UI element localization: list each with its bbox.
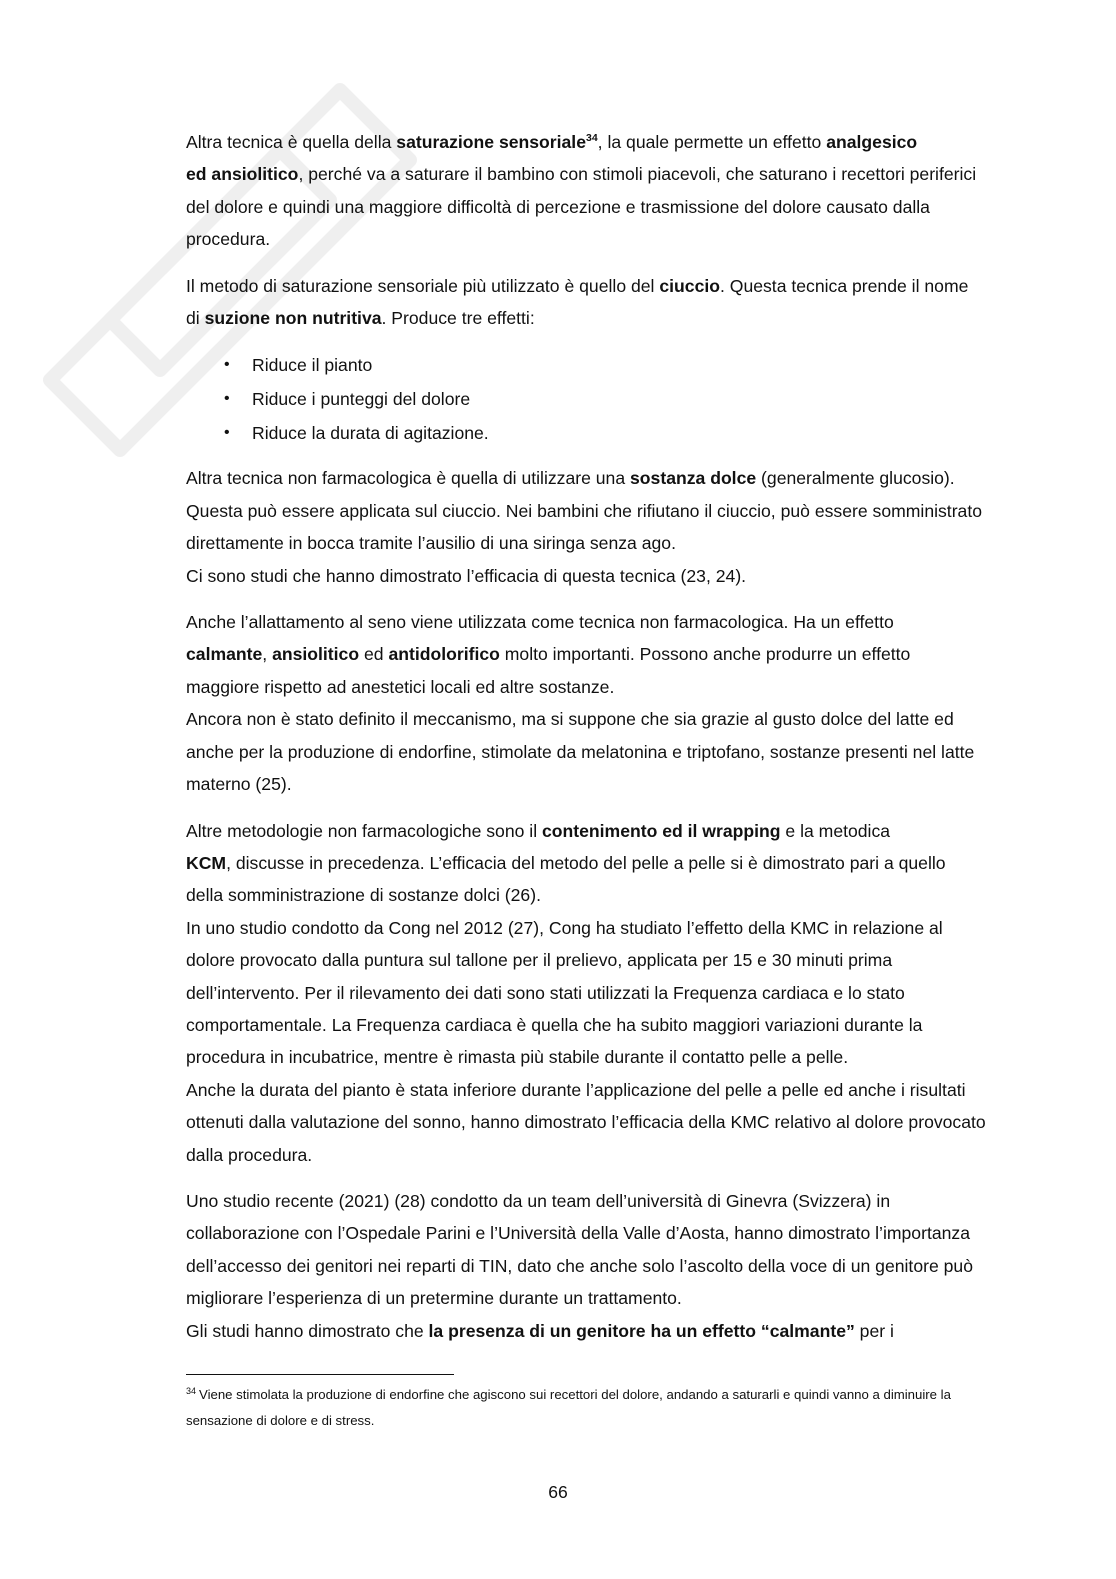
bullet-icon: • [224,390,230,408]
main-text [186,126,986,1361]
list-item: • Riduce la durata di agitazione. [186,416,986,450]
list-item: • Riduce i punteggi del dolore [186,382,986,416]
paragraph-sostanza-dolce: Altra tecnica non farmacologica è quella di utilizzare una sostanza dolce (generalmente glucosio). Questa può essere applicata sul ciuccio. Nei bambini che rifiutano il ciuccio, può essere somministrato direttamente in bocca tramite l’ausilio di una siringa senza ago. Ci sono studi che hanno dimostrato l’efficacia di questa tecnica (23, 24). [186,468,983,586]
page-number: 66 [548,1482,568,1502]
effects-list [186,348,986,450]
bullet-icon: • [224,356,230,374]
footnote-text: Viene stimolata la produzione di endorfine che agiscono sui recettori del dolore, andando a saturarli e quindi vanno a diminuire la sensazione di dolore e di stress. [186,1387,951,1428]
paragraph-saturazione: Altra tecnica è quella della saturazione sensoriale$^{34}$, la quale permette un effetto analgesico ed ansiolitico, perché va a saturare il bambino con stimoli piacevoli, che saturano i recettori periferici del dolore e quindi una maggiore difficoltà di percezione e trasmissione del dolore causato dalla procedura. [186,132,977,250]
footnote-separator [186,1374,454,1375]
footnote [186,1382,986,1434]
bullet-icon: • [224,424,230,442]
paragraph-ciuccio: Il metodo di saturazione sensoriale più utilizzato è quello del ciuccio. Questa tecnica prende il nome di suzione non nutritiva. Produce tre effetti: [186,275,969,329]
footnote-reference[interactable]: 34 [585,132,598,145]
paragraph-contenimento: Altre metodologie non farmacologiche sono il contenimento ed il wrapping e la metodica KCM, discusse in precedenza. L’efficacia del metodo del pelle a pelle si è dimostrato pari a quello della somministrazione di sostanze dolci (26). In uno studio condotto da Cong nel 2012 (27), Cong ha studiato l’effetto della KMC in relazione al dolore provocato dalla puntura sul tallone per il prelievo, applicata per 15 e 30 minuti prima dell’intervento. Per il rilevamento dei dati sono stati utilizzati la Frequenza cardiaca e lo stato comportamentale. La Frequenza cardiaca è quella che ha subito maggiori variazioni durante la procedura in incubatrice, mentre è rimasta più stabile durante il contatto pelle a pelle. Anche la durata del pianto è stata inferiore durante l’applicazione del pelle a pelle ed anche i risultati ottenuti dalla valutazione del sonno, hanno dimostrato l’efficacia della KMC relativo al dolore provocato dalla procedura. [186,820,986,1165]
paragraph-allattamento: Anche l’allattamento al seno viene utilizzata come tecnica non farmacologica. Ha un effetto calmante, ansiolitico ed antidolorifico molto importanti. Possono anche produrre un effetto maggiore rispetto ad anestetici locali ed altre sostanze. Ancora non è stato definito il meccanismo, ma si suppone che sia grazie al gusto dolce del latte ed anche per la produzione di endorfine, stimolate da melatonina e triptofano, sostanze presenti nel latte materno (25). [186,612,975,795]
paragraph-studio-ginevra: Uno studio recente (2021) (28) condotto da un team dell’università di Ginevra (Svizzera) in collaborazione con l’Ospedale Parini e l’Università della Valle d’Aosta, hanno dimostrato l’importanza dell’accesso dei genitori nei reparti di TIN, dato che anche solo l’ascolto della voce di un genitore può migliorare l’esperienza di un pretermine durante un trattamento. Gli studi hanno dimostrato che la presenza di un genitore ha un effetto “calmante” per i [186,1190,973,1341]
list-item: • Riduce il pianto [186,348,986,382]
footnote-marker: 34 [186,1385,197,1396]
